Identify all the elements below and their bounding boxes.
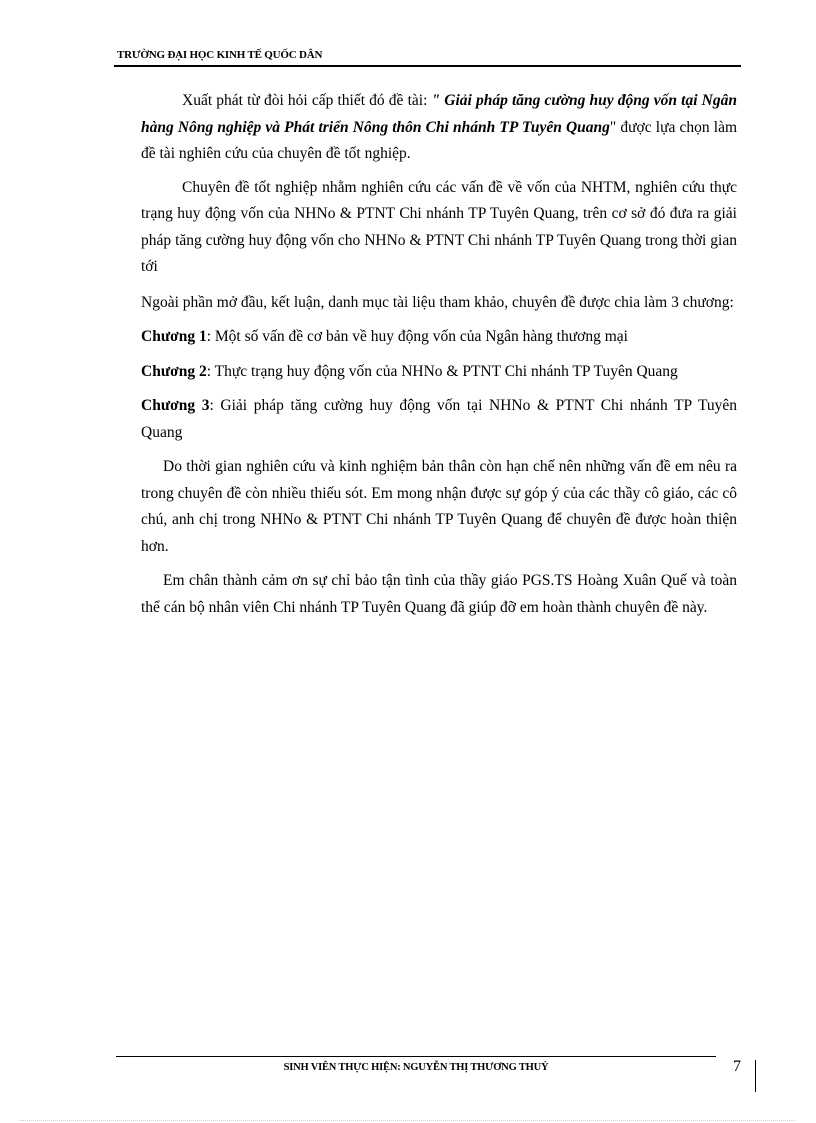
header-rule	[114, 65, 741, 67]
intro-tail: " được lựa chọn làm đề tài nghiên cứu của chuyên đề tốt nghiệp.	[141, 118, 738, 162]
page-bottom-edge	[20, 1120, 796, 1121]
page-number: 7	[733, 1058, 741, 1075]
goal-paragraph: Chuyên đề tốt nghiệp nhằm nghiên cứu các vấn đề về vốn của NHTM, nghiên cứu thực trạng huy động vốn của NHNo & PTNT Chi nhánh TP Tuyên Quang, trên cơ sở đó đưa ra giải pháp tăng cường huy động vốn cho NHNo & PTNT Chi nhánh TP Tuyên Quang trong thời gian tới	[141, 178, 737, 275]
chapter-3-label: Chương 3	[141, 397, 210, 414]
chapter-2	[141, 359, 737, 386]
chapter-2-text: : Thực trạng huy động vốn của NHNo & PTNT Chi nhánh TP Tuyên Quang	[206, 362, 678, 380]
page-header: TRƯỜNG ĐẠI HỌC KINH TẾ QUỐC DÂN	[117, 49, 323, 61]
chapter-2-label: Chương 2	[141, 362, 207, 380]
outline-paragraph: Ngoài phần mở đầu, kết luận, danh mục tài liệu tham khảo, chuyên đề được chia làm 3 chương:	[141, 293, 734, 311]
chapter-1-label: Chương 1	[141, 328, 207, 345]
page-footer: SINH VIÊN THỰC HIỆN: NGUYỄN THỊ THƯƠNG THUỶ	[283, 1062, 549, 1073]
chapter-1	[141, 324, 737, 351]
apology-paragraph: Do thời gian nghiên cứu và kinh nghiệm bản thân còn hạn chế nên những vấn đề em nêu ra trong chuyên đề còn nhiều thiếu sót. Em mong nhận được sự góp ý của các thầy cô giáo, các cô chú, anh chị trong NHNo & PTNT Chi nhánh TP Tuyên Quang để chuyên đề được hoàn thiện hơn.	[141, 458, 737, 555]
footer-rule	[116, 1056, 716, 1057]
thesis-title: " Giải pháp tăng cường huy động vốn tại Ngân hàng Nông nghiệp và Phát triển Nông thôn Chi nhánh TP Tuyên Quang	[141, 92, 737, 136]
chapter-1-text: : Một số vấn đề cơ bản về huy động vốn của Ngân hàng thương mại	[206, 328, 628, 345]
thanks-paragraph: Em chân thành cảm ơn sự chỉ bảo tận tình của thầy giáo PGS.TS Hoàng Xuân Quế và toàn thể cán bộ nhân viên Chi nhánh TP Tuyên Quang đã giúp đỡ em hoàn thành chuyên đề này.	[141, 572, 737, 616]
document-body	[141, 88, 737, 621]
intro-paragraph	[141, 88, 737, 168]
chapter-3	[141, 393, 737, 446]
footer-margin-rule	[755, 1060, 756, 1092]
intro-lead: Xuất phát từ đòi hỏi cấp thiết đó đề tài:	[182, 92, 432, 109]
chapter-3-text: : Giải pháp tăng cường huy động vốn tại NHNo & PTNT Chi nhánh TP Tuyên Quang	[141, 397, 737, 441]
